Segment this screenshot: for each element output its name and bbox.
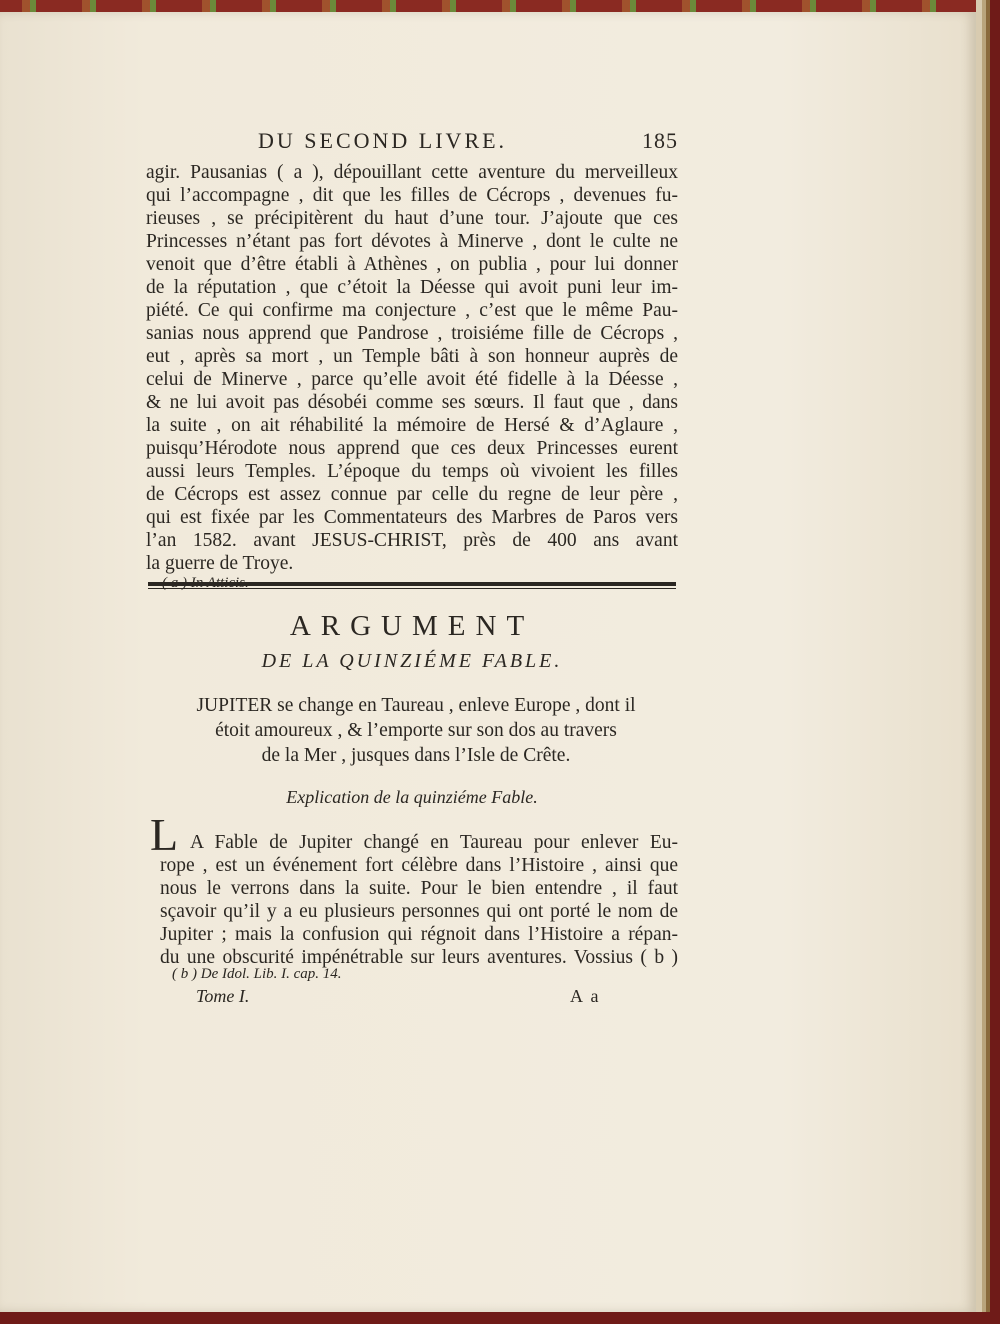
explication-line: rope , est un événement fort célèbre dans l’Histoire , ainsi que	[160, 855, 678, 876]
body-line: de Cécrops est assez connue par celle du regne de leur père ,	[146, 484, 678, 505]
argument-line: de la Mer , jusques dans l’Isle de Crête.	[261, 745, 571, 766]
page-number: 185	[642, 128, 678, 153]
signature-mark: A a	[570, 986, 601, 1006]
body-line: de la réputation , que c’étoit la Déesse qui avoit puni leur im-	[146, 277, 678, 298]
body-line: venoit que d’être établi à Athènes , on publia , pour lui donner	[146, 254, 678, 275]
body-line: puisqu’Hérodote nous apprend que ces deux Princesses eurent	[146, 438, 678, 459]
body-line: eut , après sa mort , un Temple bâti à son honneur auprès de	[146, 346, 678, 367]
argument-subtitle: DE LA QUINZIÉME FABLE.	[261, 650, 563, 672]
body-line: qui l’accompagne , dit que les filles de Cécrops , devenues fu-	[146, 185, 678, 206]
explication-line: nous le verrons dans la suite. Pour le bien entendre , il faut	[160, 878, 678, 899]
explication-line: A Fable de Jupiter changé en Taureau pour enlever Eu-	[190, 832, 678, 853]
footnote-b: ( b ) De Idol. Lib. I. cap. 14.	[172, 966, 342, 982]
explication-line: sçavoir qu’il y a eu plusieurs personnes qui ont porté le nom de	[160, 901, 678, 922]
book-right-edge	[976, 0, 1000, 1324]
book-bottom-edge	[0, 1312, 1000, 1324]
running-title: DU SECOND LIVRE.	[258, 128, 508, 153]
running-header	[258, 128, 678, 158]
body-line: sanias nous apprend que Pandrose , troisiéme fille de Cécrops ,	[146, 323, 678, 344]
body-line: & ne lui avoit pas désobéi comme ses sœurs. Il faut que , dans	[146, 392, 678, 413]
argument-line: JUPITER se change en Taureau , enleve Europe , dont il	[196, 695, 636, 716]
body-line: qui est fixée par les Commentateurs des Marbres de Paros vers	[146, 507, 678, 528]
explication-heading: Explication de la quinziéme Fable.	[286, 787, 538, 807]
body-line: Princesses n’étant pas fort dévotes à Minerve , dont le culte ne	[146, 231, 678, 252]
body-line: piété. Ce qui confirme ma conjecture , c’est que le même Pau-	[146, 300, 678, 321]
body-line: celui de Minerve , parce qu’elle avoit été fidelle à la Déesse ,	[146, 369, 678, 390]
section-rule-thick	[148, 582, 676, 586]
body-line: rieuses , se précipitèrent du haut d’une tour. J’ajoute que ces	[146, 208, 678, 229]
body-line: l’an 1582. avant JESUS-CHRIST, près de 400 ans avant	[146, 530, 678, 551]
drop-capital: L	[150, 809, 179, 860]
section-rule-thin	[148, 588, 676, 589]
body-line: la suite , on ait réhabilité la mémoire de Hersé & d’Aglaure ,	[146, 415, 678, 436]
body-line: la guerre de Troye.	[146, 553, 294, 574]
body-line: aussi leurs Temples. L’époque du temps où vivoient les filles	[146, 461, 678, 482]
explication-line: du une obscurité impénétrable sur leurs aventures. Vossius ( b )	[160, 947, 678, 968]
body-line: agir. Pausanias ( a ), dépouillant cette aventure du merveilleux	[146, 162, 678, 183]
argument-line: étoit amoureux , & l’emporte sur son dos au travers	[215, 720, 617, 741]
explication-line: Jupiter ; mais la confusion qui régnoit dans l’Histoire a répan-	[160, 924, 678, 945]
argument-title: ARGUMENT	[289, 610, 535, 642]
tome-label: Tome I.	[196, 986, 250, 1006]
